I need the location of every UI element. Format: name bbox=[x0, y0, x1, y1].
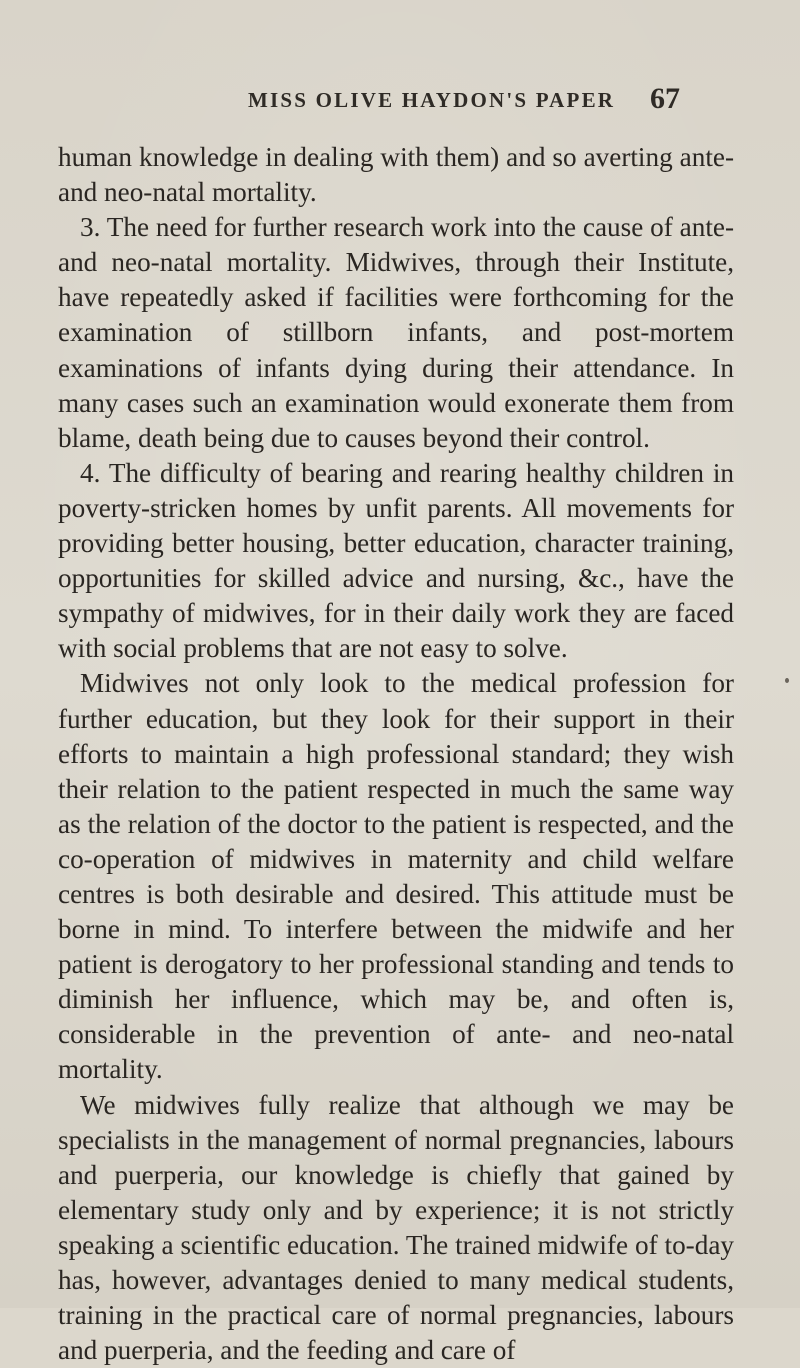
running-head bbox=[0, 82, 800, 118]
paragraph-continuation: human knowledge in dealing with them) and so averting ante- and neo-natal mortality. bbox=[58, 142, 734, 208]
body-text bbox=[58, 140, 734, 1368]
paragraph-midwives-support: Midwives not only look to the medical profession for further education, but they look for their support in their efforts to maintain a high professional standard; they wish their relation to the patient respected in much the same way as the relation of the doctor to the patient is respected, and the co-operation of midwives in maternity and child welfare centres is both desirable and desired. This attitude must be borne in mind. To interfere between the midwife and her patient is derogatory to her professional standing and tends to diminish her influence, which may be, and often is, considerable in the prevention of ante- and neo-natal mortality. bbox=[58, 668, 734, 1085]
paper-speck bbox=[785, 678, 789, 683]
page-number: 67 bbox=[650, 82, 680, 115]
paragraph-point-3: 3. The need for further research work into the cause of ante- and neo-natal mortality. Midwives, through their Institute, have repeatedly asked if facilities were forthcoming for the examination of stillborn infants, and post-mortem examinations of infants dying during their attendance. In many cases such an examination would exonerate them from blame, death being due to causes beyond their control. bbox=[58, 212, 734, 453]
paragraph-point-4: 4. The difficulty of bearing and rearing healthy children in poverty-stricken homes by unfit parents. All movements for providing better housing, better education, character training, opportunities for skilled advice and nursing, &c., have the sympathy of midwives, for in their daily work they are faced with social problems that are not easy to solve. bbox=[58, 457, 734, 664]
paragraph-midwives-education: We midwives fully realize that although we may be specialists in the management of normal pregnancies, labours and puerperia, our knowledge is chiefly that gained by elementary study only and by experience; it is not strictly speaking a scientific education. The trained midwife of to-day has, however, advantages denied to many medical students, training in the practical care of normal pregnancies, labours and puerperia, and the feeding and care of bbox=[58, 1089, 734, 1366]
running-title: MISS OLIVE HAYDON'S PAPER bbox=[248, 88, 616, 112]
